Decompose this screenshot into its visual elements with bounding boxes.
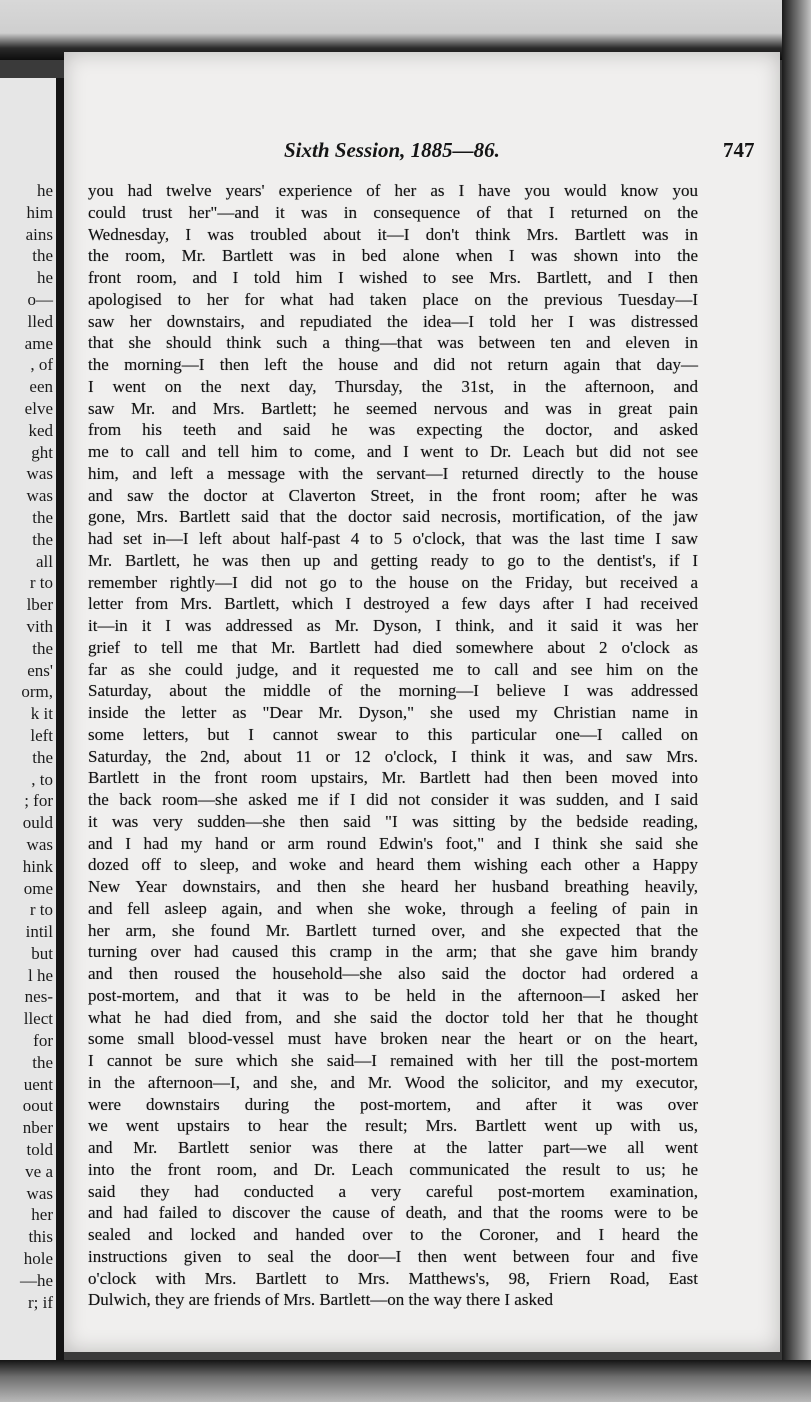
- left-page-fragment: he: [36, 181, 53, 200]
- left-page-fragment: was: [26, 464, 53, 484]
- text-line: saw Mr. and Mrs. Bartlett; he seemed nervous and was in great pain: [88, 398, 698, 418]
- text-line: in the afternoon—I, and she, and Mr. Wood the solicitor, and my executor,: [88, 1072, 698, 1092]
- running-title-session: Sixth Session: [284, 138, 401, 162]
- left-page-fragment: for: [33, 1031, 53, 1051]
- left-page-fragment: all: [36, 551, 53, 571]
- text-line: I went on the next day, Thursday, the 31st, in the afternoon, and: [88, 376, 698, 396]
- left-page-fragment: r; if: [27, 1292, 53, 1312]
- left-page-fragment: ked: [28, 420, 53, 440]
- text-line: and I had my hand or arm round Edwin's foot," and I think she said she: [88, 833, 698, 853]
- left-page-fragment: was: [26, 834, 53, 854]
- text-line: we went upstairs to hear the result; Mrs. Bartlett went up with us,: [88, 1116, 698, 1136]
- text-line: Wednesday, I was troubled about it—I don't think Mrs. Bartlett was in: [88, 224, 698, 244]
- text-line: o'clock with Mrs. Bartlett to Mrs. Matthews's, 98, Friern Road, East: [88, 1268, 698, 1288]
- left-page-fragment: the: [32, 507, 53, 527]
- left-page-fragment: was: [26, 486, 53, 506]
- text-line: what he had died from, and she said the doctor told her that he thought: [88, 1007, 698, 1027]
- left-page-fragment: intil: [25, 922, 53, 942]
- left-page-fragment: l he: [27, 965, 53, 985]
- text-line: you had twelve years' experience of her as I have you would know you: [88, 181, 698, 200]
- text-line: and Mr. Bartlett senior was there at the latter part—we all went: [88, 1138, 698, 1157]
- left-page-fragment: r to: [29, 573, 53, 593]
- text-line: into the front room, and Dr. Leach communicated the result to us; he: [88, 1159, 698, 1179]
- text-line: inside the letter as "Dear Mr. Dyson," she used my Christian name in: [88, 703, 698, 722]
- left-page-fragment: vith: [26, 616, 53, 636]
- text-line: turning over had caused this cramp in the arm; that she gave him brandy: [88, 942, 698, 962]
- left-page-fragment: r to: [29, 900, 53, 920]
- left-page-fragment: told: [26, 1140, 53, 1160]
- scan-background-bottom: [0, 1360, 811, 1402]
- page-number: 747: [723, 138, 755, 162]
- left-page-fragment: nes-: [24, 987, 53, 1007]
- text-line: apologised to her for what had taken place on the previous Tuesday—I: [88, 289, 698, 309]
- left-page-fragment: uent: [23, 1074, 53, 1094]
- book-gutter: [56, 78, 64, 1360]
- left-page-fragment: the: [32, 747, 53, 767]
- text-line: had set in—I left about half-past 4 to 5 o'clock, that was the last time I saw: [88, 529, 698, 548]
- left-page-fragment: the: [32, 246, 53, 266]
- text-line: some letters, but I cannot swear to this particular one—I called on: [88, 724, 698, 744]
- text-line: Saturday, about the middle of the morning—I believe I was addressed: [88, 681, 698, 701]
- left-page-fragment: him: [26, 202, 53, 222]
- text-line: the back room—she asked me if I did not consider it was sudden, and I said: [88, 790, 698, 809]
- text-line: and then roused the household—she also said the doctor had ordered a: [88, 964, 698, 983]
- text-line: I cannot be sure which she said—I remained with her till the post-mortem: [88, 1051, 698, 1070]
- left-page-fragment: the: [32, 1052, 53, 1072]
- left-page-fragment: ve a: [25, 1161, 53, 1181]
- left-page-fragment: but: [31, 943, 53, 963]
- text-line: New Year downstairs, and then she heard her husband breathing heavily,: [88, 877, 698, 896]
- text-line: her arm, she found Mr. Bartlett turned over, and she expected that the: [88, 920, 698, 940]
- text-line: the room, Mr. Bartlett was in bed alone when I was shown into the: [88, 246, 698, 266]
- text-line: Bartlett in the front room upstairs, Mr. Bartlett had then been moved into: [88, 768, 698, 788]
- left-page-fragment: lled: [27, 311, 53, 331]
- scan-background-top: [0, 0, 811, 60]
- text-line: dozed off to sleep, and woke and heard them wishing each other a Happy: [88, 855, 698, 875]
- text-line: remember rightly—I did not go to the house on the Friday, but received a: [88, 572, 698, 592]
- text-line: Dulwich, they are friends of Mrs. Bartlett—on the way there I asked: [88, 1290, 553, 1310]
- text-line: and had failed to discover the cause of death, and that the rooms were to be: [88, 1203, 698, 1223]
- left-page-fragment: the: [32, 529, 53, 549]
- left-page-fragment: this: [28, 1227, 53, 1247]
- left-page-fragment: ome: [23, 878, 53, 898]
- text-line: front room, and I told him I wished to see Mrs. Bartlett, and I then: [88, 268, 698, 287]
- text-line: and fell asleep again, and when she woke, through a feeling of pain in: [88, 898, 698, 918]
- left-page-fragment: een: [29, 377, 53, 397]
- left-page-fragment: llect: [23, 1009, 53, 1029]
- text-line: could trust her"—and it was in consequence of that I returned on the: [88, 202, 698, 222]
- text-line: post-mortem, and that it was to be held in the afternoon—I asked her: [88, 985, 698, 1005]
- text-line: were downstairs during the post-mortem, and after it was over: [88, 1094, 698, 1114]
- text-line: from his teeth and said he was expecting the doctor, and asked: [88, 420, 698, 440]
- text-line: that she should think such a thing—that was between ten and eleven in: [88, 333, 698, 353]
- scan-background-right: [782, 0, 811, 1402]
- left-page-fragment: ght: [31, 442, 53, 462]
- text-line: and saw the doctor at Claverton Street, in the front room; after he was: [88, 485, 698, 505]
- text-line: letter from Mrs. Bartlett, which I destroyed a few days after I had received: [88, 594, 698, 614]
- text-line: saw her downstairs, and repudiated the idea—I told her I was distressed: [88, 311, 698, 331]
- left-page-fragment: k it: [30, 704, 53, 724]
- left-page-fragment: lber: [26, 595, 53, 615]
- text-line: it was very sudden—she then said "I was sitting by the bedside reading,: [88, 811, 698, 831]
- text-line: instructions given to seal the door—I then went between four and five: [88, 1246, 698, 1266]
- running-title-years: , 1885—86.: [400, 138, 500, 162]
- left-page-fragment: hink: [22, 856, 53, 876]
- left-page-edge: [0, 78, 56, 1360]
- text-line: Saturday, the 2nd, about 11 or 12 o'clock, I think it was, and saw Mrs.: [88, 746, 698, 766]
- left-page-fragment: left: [30, 725, 53, 745]
- left-page-fragment: oout: [22, 1096, 53, 1116]
- text-line: it—in it I was addressed as Mr. Dyson, I think, and it said it was her: [88, 616, 698, 635]
- text-line: the morning—I then left the house and did not return again that day—: [88, 355, 698, 374]
- text-line: me to call and tell him to come, and I went to Dr. Leach but did not see: [88, 442, 698, 461]
- left-page-fragment: hole: [23, 1249, 53, 1269]
- text-line: some small blood-vessel must have broken near the heart or on the heart,: [88, 1029, 698, 1049]
- left-page-fragment: her: [31, 1205, 53, 1225]
- text-line: far as she could judge, and it requested me to call and see him on the: [88, 659, 698, 679]
- left-page-fragment: ains: [25, 224, 53, 244]
- text-line: sealed and locked and handed over to the Coroner, and I heard the: [88, 1225, 698, 1244]
- left-page-fragment: , of: [30, 355, 53, 375]
- text-line: him, and left a message with the servant—I returned directly to the house: [88, 463, 698, 483]
- text-line: gone, Mrs. Bartlett said that the doctor said necrosis, mortification, of the jaw: [88, 507, 698, 527]
- left-page-fragment: the: [32, 638, 53, 658]
- left-page-fragment: nber: [22, 1118, 53, 1138]
- running-title: [284, 138, 500, 163]
- left-page-text-fragments: [20, 180, 53, 1313]
- text-line: Mr. Bartlett, he was then up and getting ready to go to the dentist's, if I: [88, 550, 698, 570]
- left-page-fragment: ens': [27, 660, 53, 680]
- left-page-fragment: he: [36, 268, 53, 288]
- left-page-fragment: —he: [19, 1270, 53, 1290]
- left-page-fragment: , to: [31, 769, 53, 789]
- left-page-fragment: ame: [24, 333, 53, 353]
- body-text: [88, 180, 698, 1311]
- text-line: grief to tell me that Mr. Bartlett had died somewhere about 2 o'clock as: [88, 637, 698, 657]
- left-page-fragment: ; for: [24, 791, 53, 811]
- left-page-fragment: elve: [24, 398, 53, 418]
- left-page-fragment: was: [26, 1183, 53, 1203]
- left-page-fragment: orm,: [21, 682, 53, 702]
- left-page-fragment: ould: [22, 813, 53, 833]
- text-line: said they had conducted a very careful post-mortem examination,: [88, 1181, 698, 1201]
- left-page-fragment: o—: [27, 289, 53, 309]
